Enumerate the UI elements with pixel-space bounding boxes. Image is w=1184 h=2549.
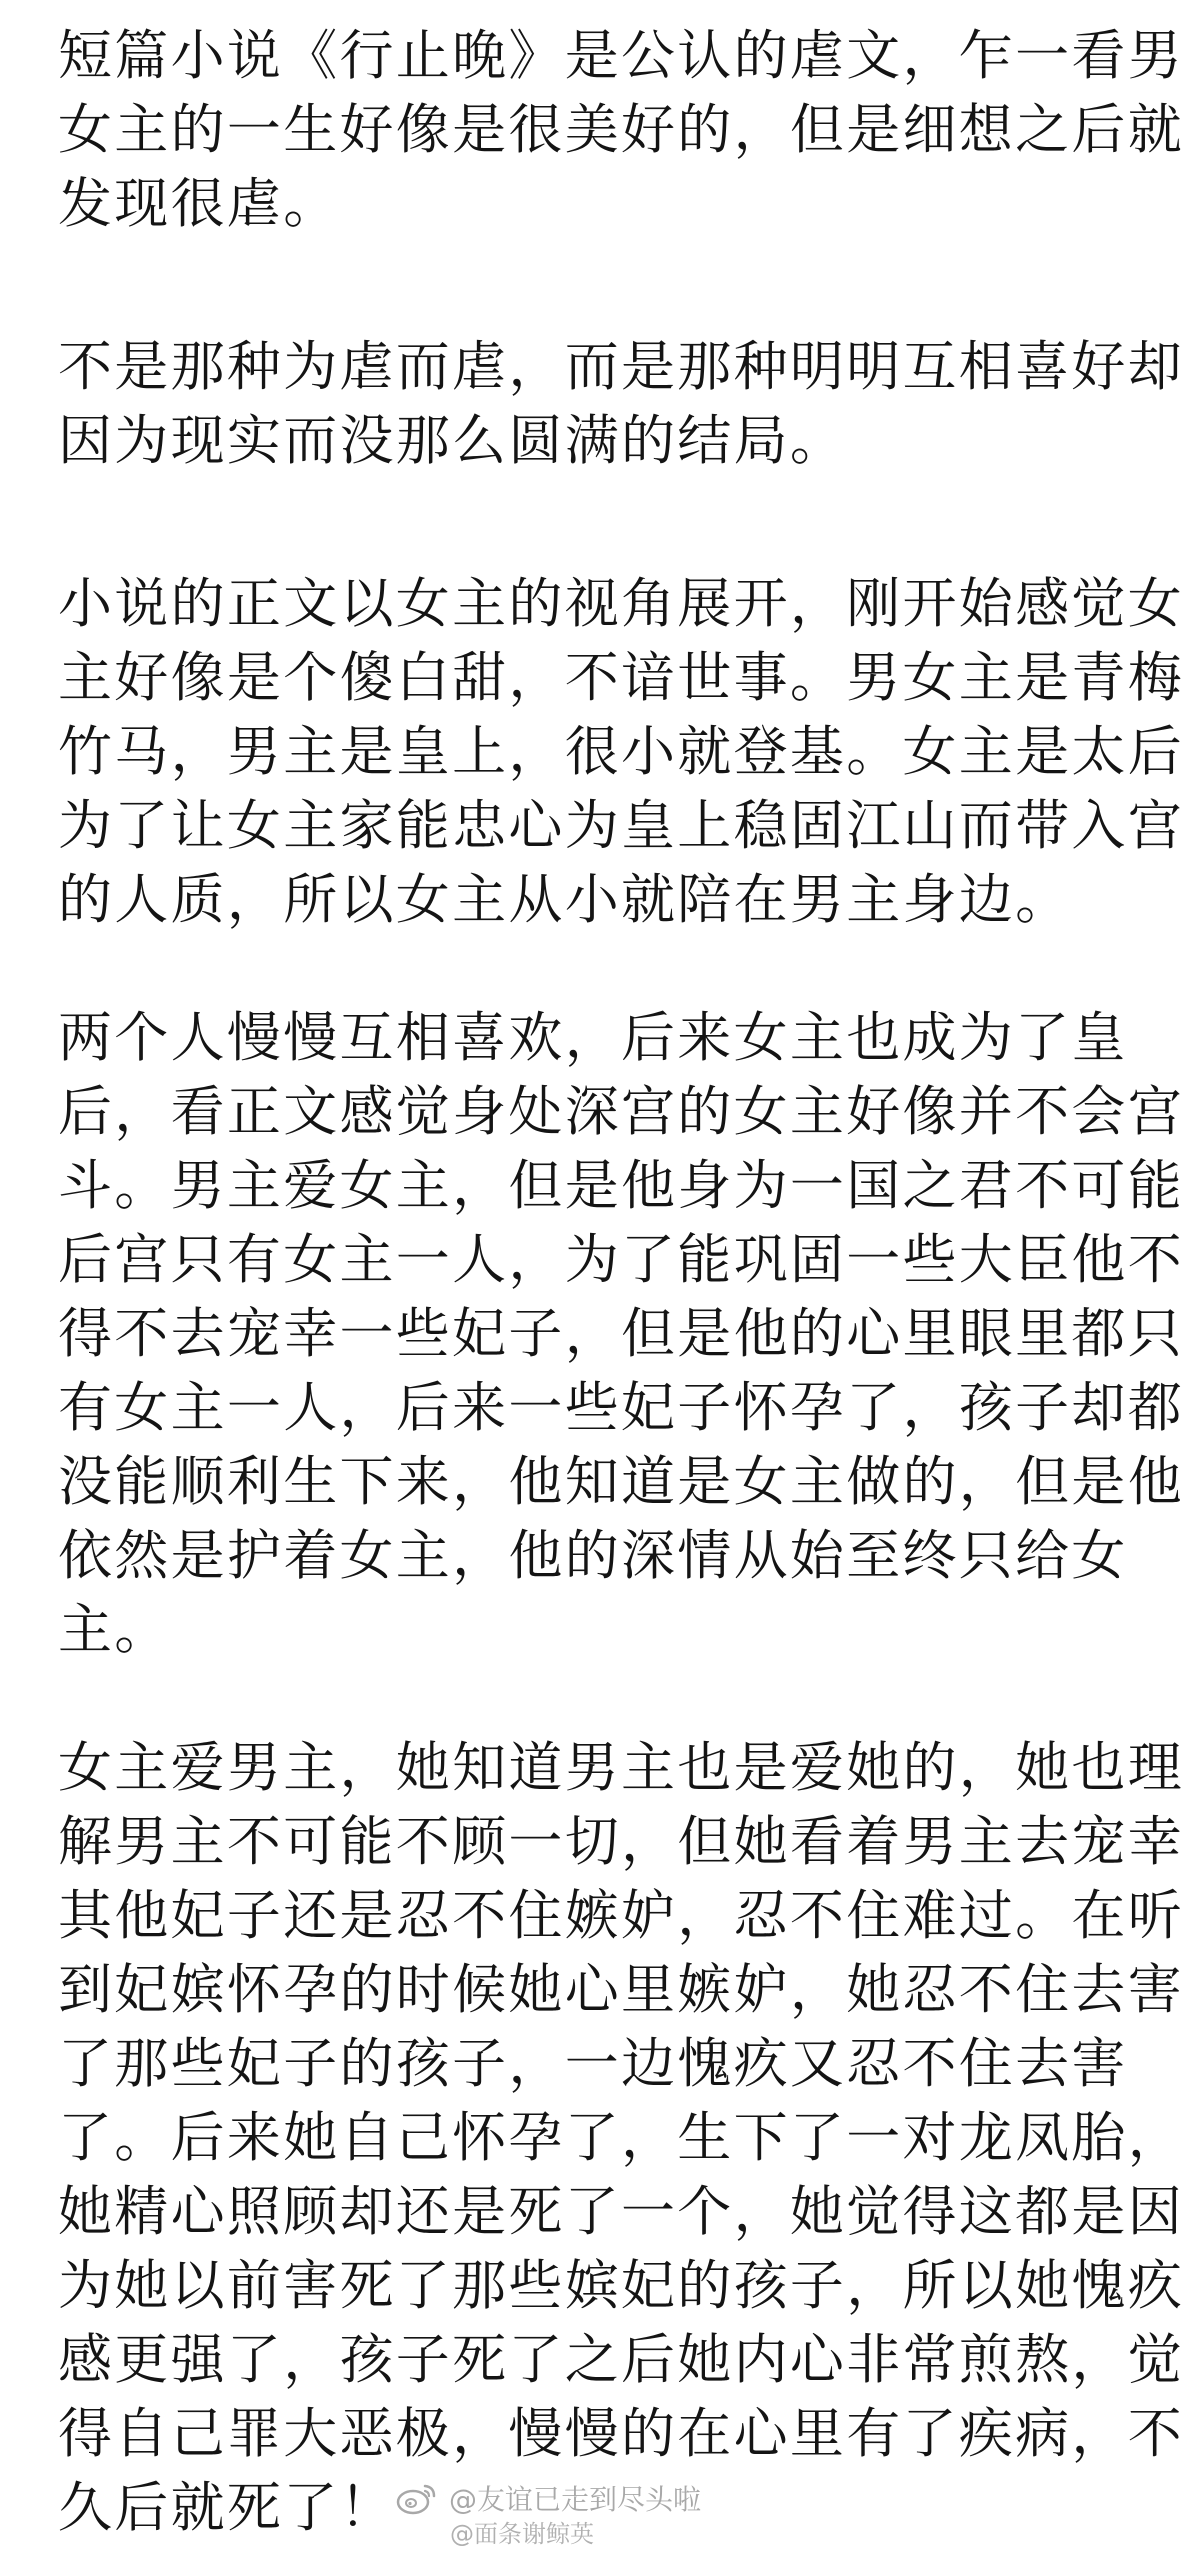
text-line: 到妃嫔怀孕的时候她心里嫉妒，她忍不住去害: [58, 1958, 1184, 2021]
text-line: 发现很虐。: [58, 172, 340, 235]
text-line: 得不去宠幸一些妃子，但是他的心里眼里都只: [58, 1302, 1184, 1365]
text-line: 得自己罪大恶极，慢慢的在心里有了疾病，不: [58, 2402, 1184, 2465]
text-line: 她精心照顾却还是死了一个，她觉得这都是因: [58, 2180, 1184, 2243]
text-line: 短篇小说《行止晚》是公认的虐文，乍一看男: [58, 24, 1184, 87]
text-line: 的人质，所以女主从小就陪在男主身边。: [58, 868, 1072, 931]
text-line: 因为现实而没那么圆满的结局。: [58, 409, 847, 472]
watermark-secondary-handle: @面条谢鲸英: [450, 2520, 594, 2548]
text-line: 后宫只有女主一人，为了能巩固一些大臣他不: [58, 1228, 1184, 1291]
text-line: 为她以前害死了那些嫔妃的孩子，所以她愧疚: [58, 2254, 1184, 2317]
text-line: 解男主不可能不顾一切，但她看着男主去宠幸: [58, 1810, 1184, 1873]
text-line: 不是那种为虐而虐，而是那种明明互相喜好却: [58, 335, 1184, 398]
text-line: 了那些妃子的孩子，一边愧疚又忍不住去害: [58, 2032, 1128, 2095]
text-line: 小说的正文以女主的视角展开，刚开始感觉女: [58, 572, 1184, 635]
text-line: 了。后来她自己怀孕了，生下了一对龙凤胎，: [58, 2106, 1184, 2169]
watermark-handle: @友谊已走到尽头啦: [449, 2483, 702, 2516]
text-line: 竹马，男主是皇上，很小就登基。女主是太后: [58, 720, 1184, 783]
watermark: [395, 2478, 701, 2518]
text-line: 有女主一人，后来一些妃子怀孕了，孩子却都: [58, 1376, 1184, 1439]
text-line: 依然是护着女主，他的深情从始至终只给女: [58, 1524, 1128, 1587]
text-line: 其他妃子还是忍不住嫉妒，忍不住难过。在听: [58, 1884, 1184, 1947]
text-line: 主好像是个傻白甜，不谙世事。男女主是青梅: [58, 646, 1184, 709]
text-line: 女主爱男主，她知道男主也是爱她的，她也理: [58, 1736, 1184, 1799]
text-line: 为了让女主家能忠心为皇上稳固江山而带入宫: [58, 794, 1184, 857]
text-line: 两个人慢慢互相喜欢，后来女主也成为了皇: [58, 1006, 1128, 1069]
text-line: 久后就死了！: [58, 2476, 396, 2539]
text-line: 主。: [58, 1598, 171, 1661]
weibo-icon: [395, 2480, 439, 2516]
text-line: 感更强了，孩子死了之后她内心非常煎熬，觉: [58, 2328, 1184, 2391]
text-line: 没能顺利生下来，他知道是女主做的，但是他: [58, 1450, 1184, 1513]
text-line: 斗。男主爱女主，但是他身为一国之君不可能: [58, 1154, 1184, 1217]
text-line: 女主的一生好像是很美好的，但是细想之后就: [58, 98, 1184, 161]
text-line: 后，看正文感觉身处深宫的女主好像并不会宫: [58, 1080, 1184, 1143]
